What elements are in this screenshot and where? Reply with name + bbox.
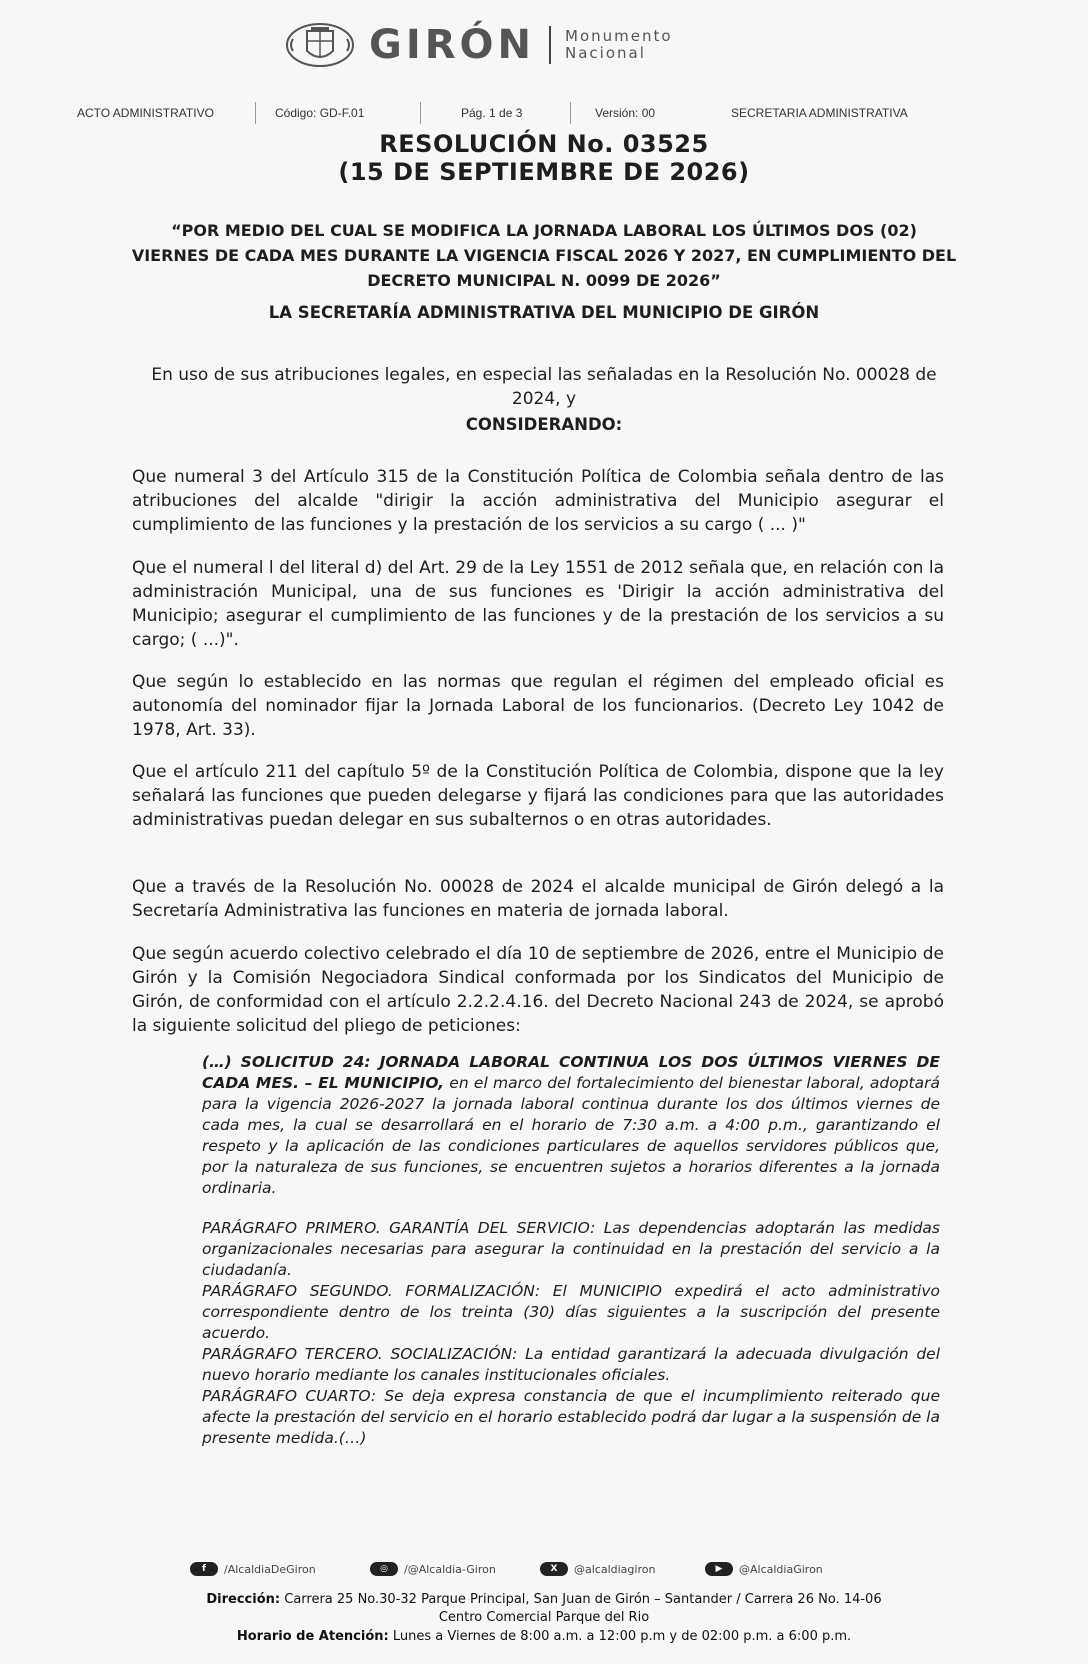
social-x[interactable] [540, 1562, 655, 1576]
resolution-number: RESOLUCIÓN No. 03525 [379, 130, 709, 158]
social-x-handle: @alcaldiagiron [574, 1562, 656, 1576]
considering-paragraph: Que el numeral l del literal d) del Art. 29 de la Ley 1551 de 2012 señala que, en relación con la administración Municipal, una de sus funciones es 'Dirigir la acción administrativa del Municipio; asegurar el cumplimiento de las funciones y de la prestación de los servicios a su cargo; ( ...)". [132, 558, 944, 650]
social-links [190, 1562, 910, 1580]
agreement-quote-lead: (…) SOLICITUD 24: JORNADA LABORAL CONTINUA LOS DOS ÚLTIMOS VIERNES DE CADA MES. – EL MUNICIPIO, [202, 1053, 940, 1092]
footer-address-line2: Centro Comercial Parque del Rio [438, 1610, 650, 1625]
resolution-date: (15 DE SEPTIEMBRE DE 2026) [338, 158, 750, 186]
paragraph-first: PARÁGRAFO PRIMERO. GARANTÍA DEL SERVICIO: Las dependencias adoptarán las medidas organizacionales necesarias para asegurar la continuidad en la prestación del servicio a la ciudadanía. [202, 1219, 940, 1279]
header-page: Pág. 1 de 3 [461, 106, 523, 120]
logo-subtitle-line2: Nacional [565, 44, 646, 62]
agreement-quote [202, 1052, 940, 1199]
paragraph-second: PARÁGRAFO SEGUNDO. FORMALIZACIÓN: El MUNICIPIO expedirá el acto administrativo correspondiente dentro de los treinta (30) días siguientes a la suscripción del presente acuerdo. [202, 1282, 940, 1342]
header-divider [570, 102, 571, 124]
social-instagram-handle: /@Alcaldia-Giron [404, 1562, 496, 1576]
header-office: SECRETARIA ADMINISTRATIVA [731, 106, 908, 120]
header-version: Versión: 00 [595, 106, 656, 120]
intro-text: En uso de sus atribuciones legales, en especial las señaladas en la Resolución No. 00028 de 2024, y [151, 365, 937, 409]
considering-paragraph: Que a través de la Resolución No. 00028 de 2024 el alcalde municipal de Girón delegó a la Secretaría Administrativa las funciones en materia de jornada laboral. [132, 877, 944, 921]
facebook-icon: f [190, 1562, 218, 1576]
considering-paragraph: Que según acuerdo colectivo celebrado el día 10 de septiembre de 2026, entre el Municipio de Girón y la Comisión Negociadora Sindical conformada por los Sindicatos del Municipio de Girón, de conformidad con el artículo 2.2.2.4.16. del Decreto Nacional 243 de 2024, se aprobó la siguiente solicitud del pliego de peticiones: [132, 944, 944, 1036]
municipal-logo [285, 20, 673, 70]
social-facebook[interactable] [190, 1562, 316, 1576]
issuing-authority: LA SECRETARÍA ADMINISTRATIVA DEL MUNICIPIO DE GIRÓN [268, 303, 820, 322]
header-divider [420, 102, 421, 124]
header-code: Código: GD-F.01 [275, 106, 365, 120]
logo-subtitle [565, 28, 673, 62]
considering-heading: CONSIDERANDO: [465, 415, 623, 434]
x-icon: X [540, 1562, 568, 1576]
header-doc-type: ACTO ADMINISTRATIVO [77, 106, 214, 120]
social-youtube-handle: @AlcaldiaGiron [739, 1562, 823, 1576]
logo-divider [549, 26, 551, 64]
social-youtube[interactable] [705, 1562, 823, 1576]
footer-address-text: Carrera 25 No.30-32 Parque Principal, San Juan de Girón – Santander / Carrera 26 No. 14-06 [280, 1592, 882, 1607]
footer-hours [0, 1628, 1088, 1645]
considering-paragraph: Que el artículo 211 del capítulo 5º de la Constitución Política de Colombia, dispone que la ley señalará las funciones que pueden delegarse y fijará las condiciones para que las autoridades administrativas puedan delegar en sus subalternos o en otras autoridades. [132, 762, 944, 830]
footer-hours-label: Horario de Atención: [236, 1629, 389, 1644]
paragraph-fourth: PARÁGRAFO CUARTO: Se deja expresa constancia de que el incumplimiento reiterado que afecte la prestación del servicio en el horario establecido podrá dar lugar a la suspensión de la presente medida.(…) [202, 1387, 940, 1447]
paragraph-third: PARÁGRAFO TERCERO. SOCIALIZACIÓN: La entidad garantizará la adecuada divulgación del nuevo horario mediante los canales institucionales oficiales. [202, 1345, 940, 1384]
social-instagram[interactable] [370, 1562, 496, 1576]
document-header-bar [65, 100, 1005, 126]
logo-wordmark: GIRÓN [369, 22, 535, 68]
header-divider [255, 102, 256, 124]
instagram-icon: ◎ [370, 1562, 398, 1576]
footer-address [0, 1591, 1088, 1608]
footer-address-label: Dirección: [206, 1592, 281, 1607]
logo-subtitle-line1: Monumento [565, 27, 673, 45]
footer-hours-text: Lunes a Viernes de 8:00 a.m. a 12:00 p.m y de 02:00 p.m. a 6:00 p.m. [388, 1629, 852, 1644]
youtube-icon: ▶ [705, 1562, 733, 1576]
social-facebook-handle: /AlcaldiaDeGiron [224, 1562, 316, 1576]
coat-of-arms-icon [285, 21, 355, 69]
agreement-quote-body: en el marco del fortalecimiento del bienestar laboral, adoptará para la vigencia 2026-2027 la jornada laboral continua durante los dos últimos viernes de cada mes, la cual se desarrollará en el horario de 7:30 a.m. a 4:00 p.m., garantizando el respeto y la aplicación de las condiciones particulares de aquellos servidores públicos que, por la naturaleza de sus funciones, se encuentren sujetos a horarios diferentes a la jornada ordinaria. [202, 1074, 941, 1197]
considering-paragraph: Que numeral 3 del Artículo 315 de la Constitución Política de Colombia señala dentro de las atribuciones del alcalde "dirigir la acción administrativa del Municipio asegurar el cumplimiento de las funciones y la prestación de los servicios a su cargo ( ... )" [132, 467, 944, 535]
considering-paragraph: Que según lo establecido en las normas que regulan el régimen del empleado oficial es autonomía del nominador fijar la Jornada Laboral de los funcionarios. (Decreto Ley 1042 de 1978, Art. 33). [132, 672, 944, 740]
resolution-subject: “POR MEDIO DEL CUAL SE MODIFICA LA JORNADA LABORAL LOS ÚLTIMOS DOS (02) VIERNES DE CADA MES DURANTE LA VIGENCIA FISCAL 2026 Y 2027, EN CUMPLIMIENTO DEL DECRETO MUNICIPAL N. 0099 DE 2026” [131, 221, 957, 290]
